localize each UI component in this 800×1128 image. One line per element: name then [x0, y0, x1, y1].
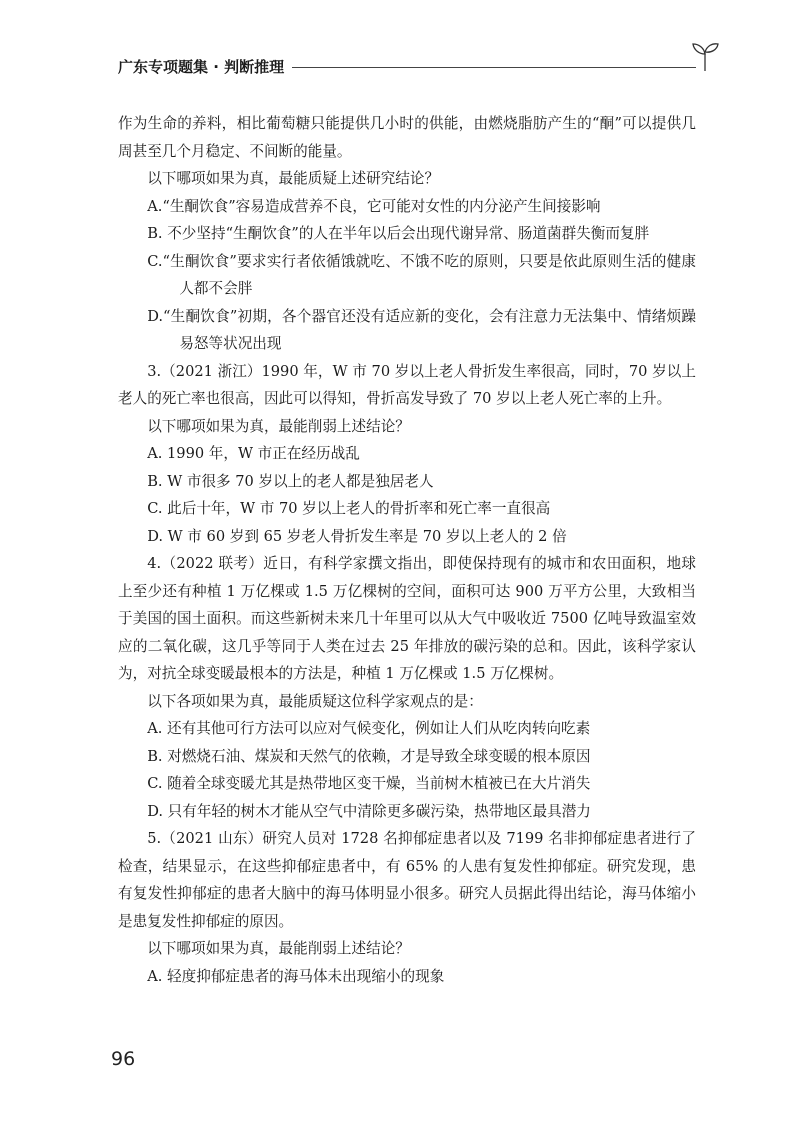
option-a: A.“生酮饮食”容易造成营养不良，它可能对女性的内分泌产生间接影响: [147, 197, 601, 215]
option-d: D.“生酮饮食”初期，各个器官还没有适应新的变化，会有注意力无法集中、情绪烦躁易怒等状况出现: [147, 307, 696, 352]
option-c: C. 随着全球变暖尤其是热带地区变干燥，当前树木植被已在大片消失: [147, 775, 591, 792]
question-3-stem: 3.（2021 浙江）1990 年，W 市 70 岁以上老人骨折发生率很高，同时，70 岁以上老人的死亡率也很高，因此可以得知，骨折高发导致了 70 岁以上老人死亡率的上升。: [118, 362, 696, 407]
option-b: B. W 市很多 70 岁以上的老人都是独居老人: [147, 472, 434, 490]
question-4-stem: 4.（2022 联考）近日，有科学家撰文指出，即使保持现有的城市和农田面积，地球上至少还有种植 1 万亿棵或 1.5 万亿棵树的空间，面积可达 900 万平方公里，大致相当于美国的国土面积。而这些新树未来几十年里可以从大气中吸收近 7500 亿吨导致温室效应的二氧化碳，这几乎等同于人类在过去 25 年排放的碳污染的总和。因此，该科学家认为，对抗全球变暖最根本的方法是，种植 1 万亿棵或 1.5 万亿棵树。: [118, 555, 696, 682]
option-b: B. 不少坚持“生酮饮食”的人在半年以后会出现代谢异常、肠道菌群失衡而复胖: [147, 225, 650, 242]
question-prompt: 以下哪项如果为真，最能削弱上述结论？: [147, 940, 410, 957]
page-number: 96: [111, 1048, 136, 1070]
option-a: A. 轻度抑郁症患者的海马体未出现缩小的现象: [147, 967, 445, 985]
option-d: D. 只有年轻的树木才能从空气中清除更多碳污染，热带地区最具潜力: [147, 802, 591, 820]
question-prompt: 以下各项如果为真，最能质疑这位科学家观点的是：: [147, 692, 483, 710]
option-a: A. 1990 年，W 市正在经历战乱: [147, 445, 360, 462]
question-5-stem: 5.（2021 山东）研究人员对 1728 名抑郁症患者以及 7199 名非抑郁症患者进行了检查，结果显示，在这些抑郁症患者中，有 65% 的人患有复发性抑郁症。研究发现，患有复发性抑郁症的患者大脑中的海马体明显小很多。研究人员据此得出结论，海马体缩小是患复发性抑郁症的原因。: [118, 830, 696, 930]
option-c: C. 此后十年，W 市 70 岁以上老人的骨折率和死亡率一直很高: [147, 500, 551, 517]
option-b: B. 对燃烧石油、煤炭和天然气的依赖，才是导致全球变暖的根本原因: [147, 747, 591, 765]
option-a: A. 还有其他可行方法可以应对气候变化，例如让人们从吃肉转向吃素: [147, 720, 591, 737]
sprout-icon: [690, 40, 720, 72]
paragraph: 作为生命的养料，相比葡萄糖只能提供几小时的供能，由燃烧脂肪产生的“酮”可以提供几周甚至几个月稳定、不间断的能量。: [118, 115, 696, 160]
question-prompt: 以下哪项如果为真，最能削弱上述结论？: [147, 417, 410, 435]
option-d: D. W 市 60 岁到 65 岁老人骨折发生率是 70 岁以上老人的 2 倍: [147, 527, 567, 545]
option-c: C.“生酮饮食”要求实行者依循饿就吃、不饿不吃的原则，只要是依此原则生活的健康人都不会胖: [147, 252, 696, 297]
header-title: 广东专项题集 · 判断推理: [118, 58, 285, 76]
question-prompt: 以下哪项如果为真，最能质疑上述研究结论？: [147, 170, 440, 187]
page-body: [118, 110, 696, 990]
running-header: [118, 54, 720, 84]
header-rule: [292, 67, 696, 68]
